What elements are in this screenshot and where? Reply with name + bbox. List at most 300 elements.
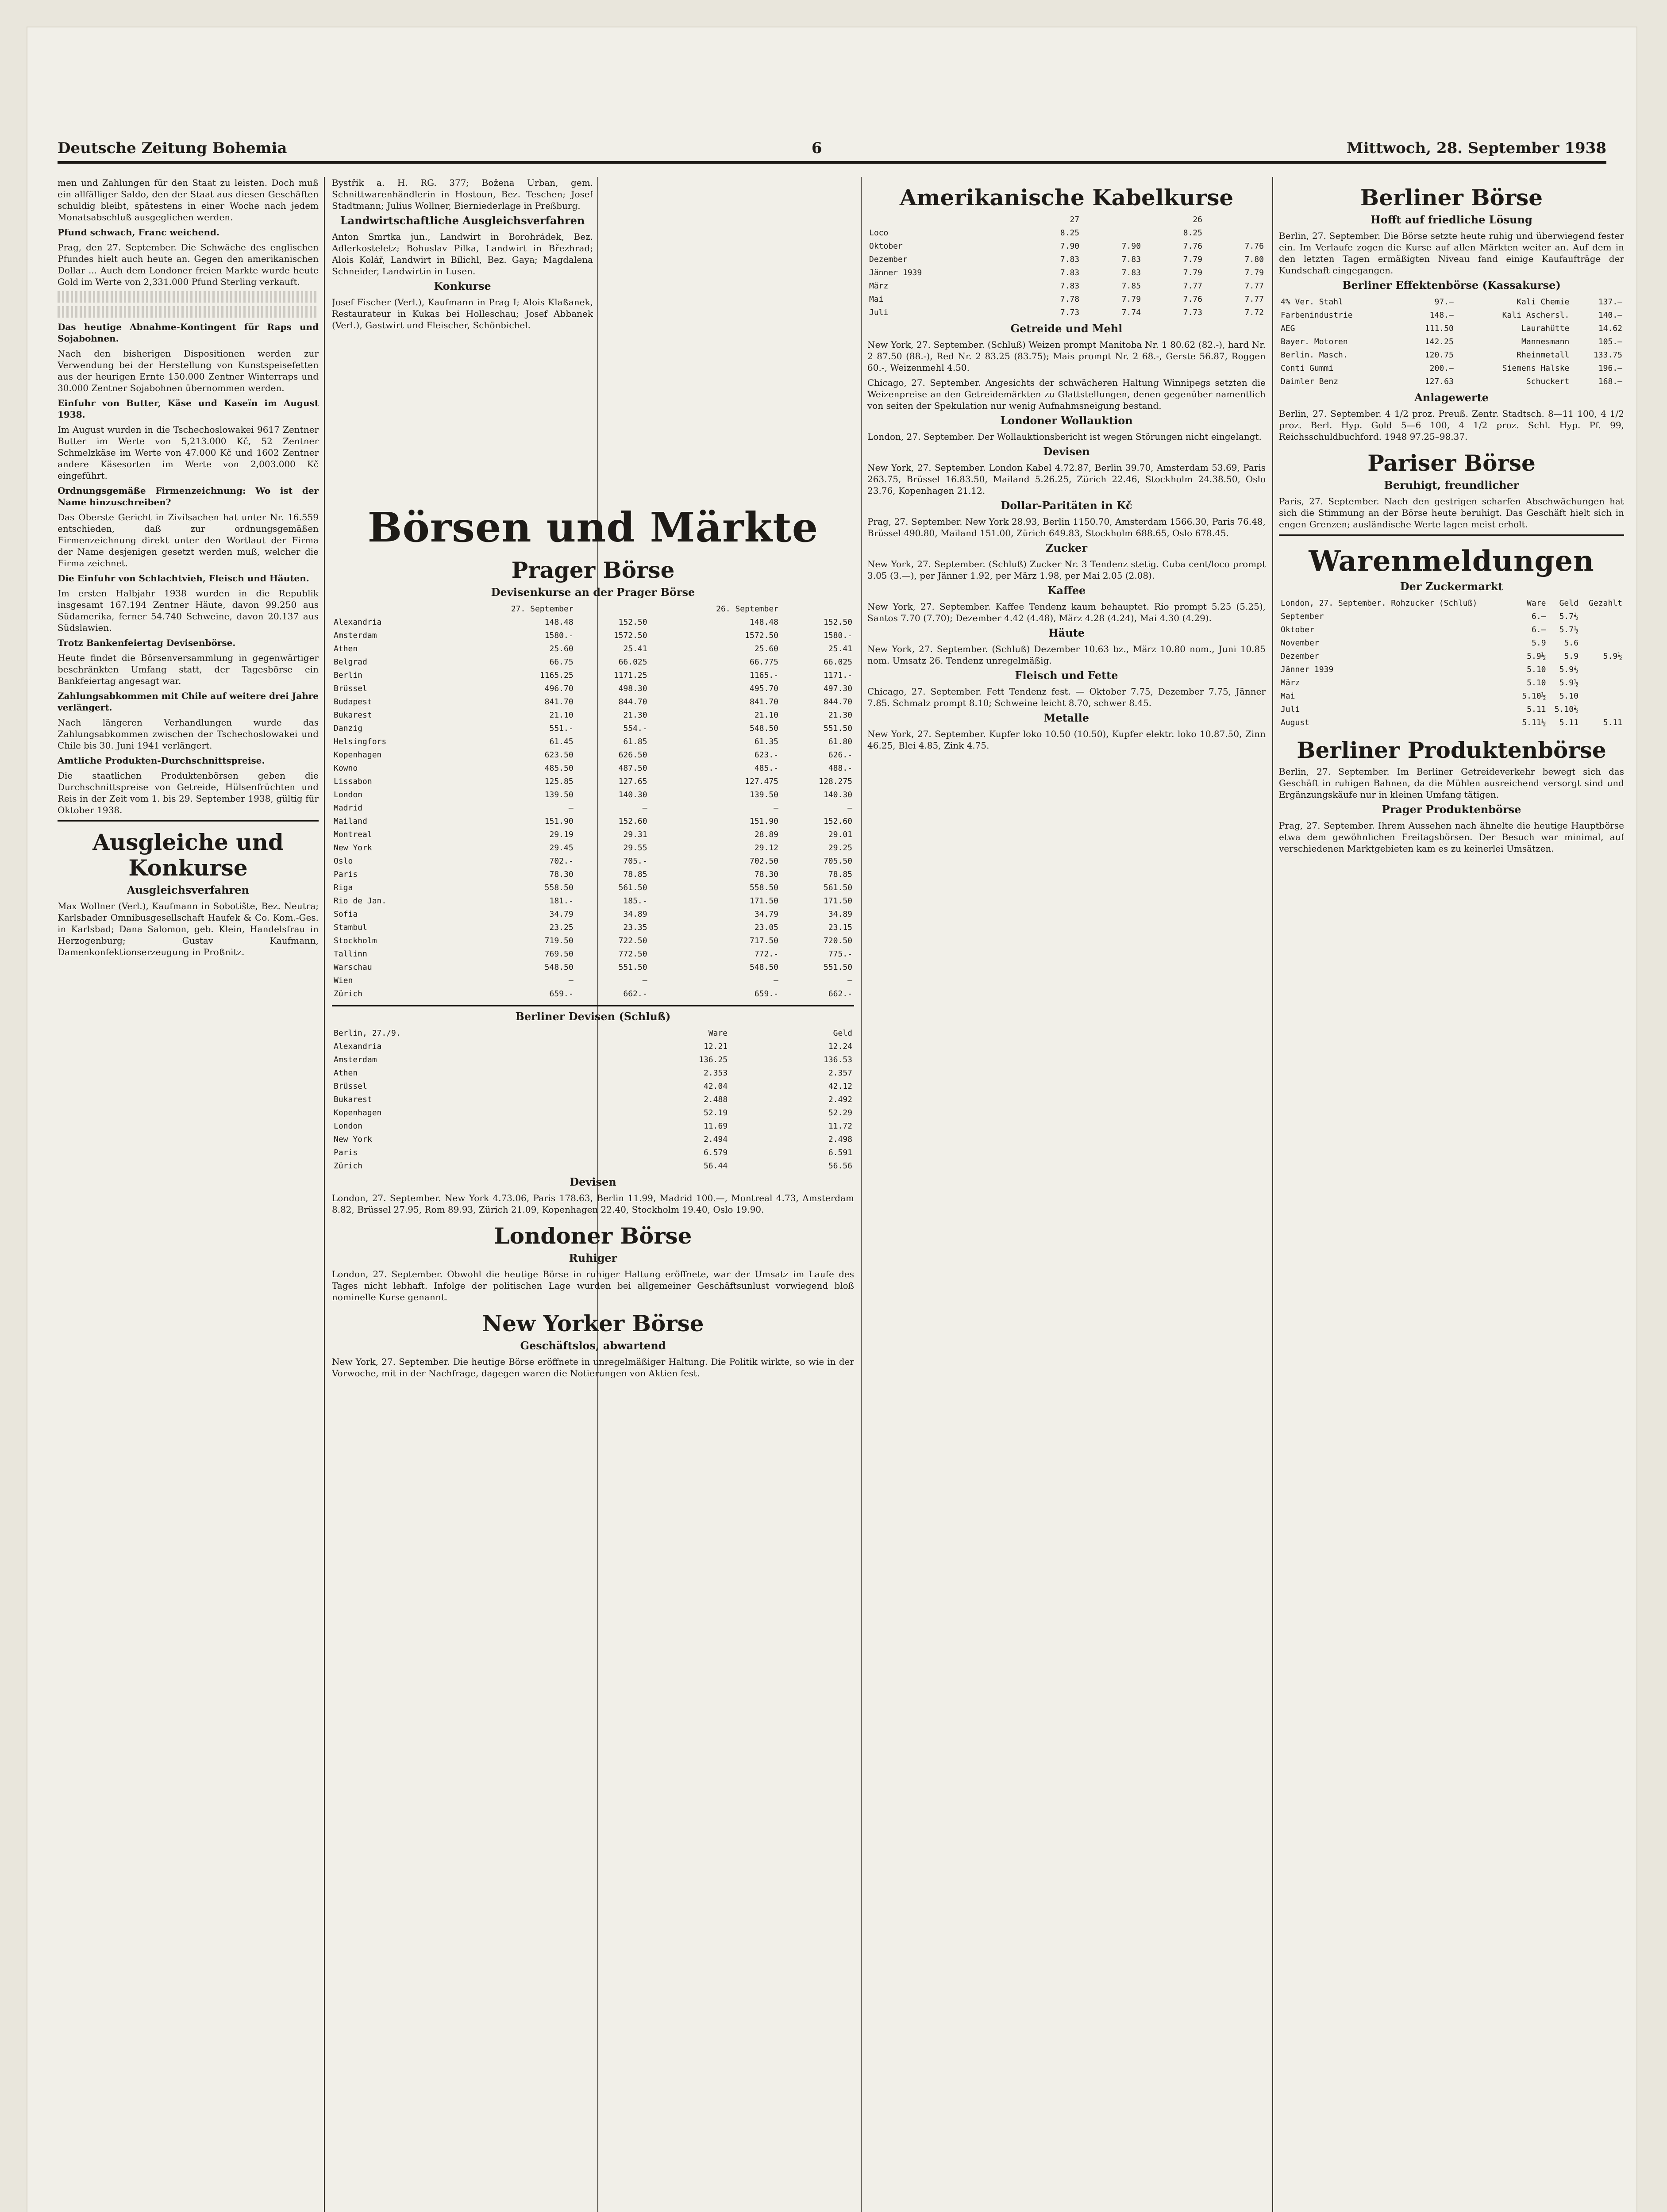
table-cell: 185.- <box>623 896 647 906</box>
table-cell: 29.55 <box>623 843 647 853</box>
table-cell: Sofia <box>334 910 358 919</box>
table-cell: 21.10 <box>754 710 779 720</box>
table-cell: August <box>1281 718 1310 727</box>
table-cell: 659.- <box>549 989 574 998</box>
paragraph: Berlin, 27. September. 4 1/2 proz. Preuß. Zentr. Stadtsch. 8—11 100, 4 1/2 proz. Berl. Hyp. Gold 5—6 100, 4 1/2 proz. Schl. Hyp. Pf. 99, Reichsschuldbuchford. 1948 97.25–98.37. <box>1279 408 1624 442</box>
table-cell: 168.— <box>1598 377 1622 386</box>
table-cell: New York <box>334 1135 372 1144</box>
page-number: 6 <box>811 139 822 157</box>
table-cell: Athen <box>334 1068 358 1078</box>
table-cell: 7.76 <box>1183 242 1202 251</box>
table-row <box>332 629 854 642</box>
table-cell: 5.11½ <box>1522 718 1546 727</box>
table-cell: 485.50 <box>544 764 574 773</box>
table-cell: Rio de Jan. <box>334 896 387 906</box>
column-3 <box>867 177 1266 2212</box>
table-row <box>1279 676 1624 690</box>
table-row <box>332 921 854 934</box>
table-cell <box>1580 623 1624 637</box>
table-cell: 66.025 <box>618 657 647 667</box>
table-row <box>332 735 854 749</box>
table-cell: 148.— <box>1429 311 1454 320</box>
table-cell: 137.— <box>1598 297 1622 307</box>
table-cell: 7.79 <box>1244 268 1264 277</box>
table-cell: 772.- <box>754 949 779 959</box>
table-cell: 1580.- <box>823 631 852 640</box>
table-cell: 196.— <box>1598 364 1622 373</box>
paragraph: Das Oberste Gericht in Zivilsachen hat unter Nr. 16.559 entschieden, daß zur ordnungsgemäßen Firmenzeichnung direkt unter den Wortlaut der Firma der Name desjenigen gesetzt werden muß, welcher die Firma zeichnet. <box>58 512 319 568</box>
table-cell <box>1204 227 1266 240</box>
table-cell: 5.9½ <box>1559 678 1578 687</box>
table-cell: Kopenhagen <box>334 1108 382 1118</box>
article-heading: Ordnungsgemäße Firmenzeichnung: Wo ist der Name hinzuschreiben? <box>58 485 319 507</box>
table-cell: 626.- <box>828 750 852 760</box>
section-title: Prager Produktenbörse <box>1382 803 1521 816</box>
table-cell: 775.- <box>828 949 852 959</box>
table-cell: Juli <box>869 308 889 317</box>
table-row <box>332 1133 854 1146</box>
table-cell <box>1580 676 1624 690</box>
table-cell: 52.29 <box>828 1108 852 1118</box>
table-row <box>867 293 1266 306</box>
article-heading: Einfuhr von Butter, Käse und Kaseïn im August 1938. <box>58 398 319 420</box>
table-cell: Zürich <box>334 1161 363 1171</box>
table-cell: 34.79 <box>549 910 574 919</box>
table-cell: 136.53 <box>823 1055 852 1064</box>
table-cell: 6.— <box>1532 612 1546 621</box>
table-cell: 78.30 <box>754 870 779 879</box>
newspaper-page <box>27 27 1637 2212</box>
table-cell: 61.35 <box>754 737 779 746</box>
table-cell: 485.- <box>754 764 779 773</box>
section-title: Devisen <box>1043 445 1090 458</box>
section-title: Londoner Börse <box>494 1223 692 1249</box>
section-title: Warenmeldungen <box>1309 545 1594 578</box>
table-cell: Amsterdam <box>334 1055 377 1064</box>
paragraph: Max Wollner (Verl.), Kaufmann in Sobotište, Bez. Neutra; Karlsbader Omnibusgesellschaft Haufek & Co. Kom.-Ges. in Karlsbad; Dana Salomon, geb. Klein, Handelsfrau in Herzogenburg; Gustav Kaufmann, Damenkonfektionserzeugung in Proßnitz. <box>58 901 319 957</box>
section-subtitle: Hofft auf friedliche Lösung <box>1371 213 1532 226</box>
table-row <box>1279 335 1624 349</box>
table-cell: 7.76 <box>1183 295 1202 304</box>
table-cell <box>1580 703 1624 716</box>
table-cell: Geld <box>1559 599 1578 608</box>
table-cell: 97.— <box>1434 297 1454 307</box>
table-cell: Jänner 1939 <box>869 268 922 277</box>
table-cell: 125.85 <box>544 777 574 786</box>
section-rule <box>1279 534 1624 536</box>
article-heading: Die Einfuhr von Schlachtvieh, Fleisch und Häuten. <box>58 573 309 584</box>
table-cell: 7.85 <box>1121 281 1141 291</box>
table-cell: März <box>1281 678 1300 687</box>
paragraph: New York, 27. September. (Schluß) Zucker Nr. 3 Tendenz stetig. Cuba cent/loco prompt 3.05 (3.—), per Jänner 1.92, per März 1.98, per Mai 2.05 (2.08). <box>867 559 1266 581</box>
table-cell: 140.30 <box>618 790 647 799</box>
table-cell: Schuckert <box>1526 377 1570 386</box>
table-row <box>1279 650 1624 663</box>
paragraph: London, 27. September. New York 4.73.06, Paris 178.63, Berlin 11.99, Madrid 100.—, Montreal 4.73, Amsterdam 8.82, Brüssel 27.95, Rom 89.93, Zürich 21.09, Kopenhagen 22.40, Stockholm 19.40, Oslo 19.90. <box>332 1193 854 1215</box>
table-cell: 7.72 <box>1244 308 1264 317</box>
table-cell: Oktober <box>1281 625 1314 634</box>
table-row <box>332 603 854 616</box>
table-cell: Amsterdam <box>334 631 377 640</box>
table-cell: Budapest <box>334 697 372 707</box>
table-row <box>867 227 1266 240</box>
table-cell: 5.10 <box>1527 665 1546 674</box>
paragraph: Chicago, 27. September. Angesichts der schwächeren Haltung Winnipegs setzten die Weizenpreise an den Getreidemärkten zu Glattstellungen, denen gegenüber namentlich von seiten der Spekulation nur wenig Aufnahmsneigung bestand. <box>867 377 1266 411</box>
table-cell: 7.77 <box>1183 281 1202 291</box>
table-cell: 5.11 <box>1603 718 1622 727</box>
table-cell: 548.50 <box>749 963 779 972</box>
table-cell: Oktober <box>869 242 903 251</box>
table-row <box>332 722 854 735</box>
paragraph: Prag, den 27. September. Die Schwäche des englischen Pfundes hielt auch heute an. Gegen den amerikanischen Dollar ... Auch dem Londoner freien Markte wurde heute Gold im Werte von 2,331.000 Pfund Sterling verkauft. <box>58 242 319 287</box>
table-cell: 152.50 <box>618 618 647 627</box>
table-row <box>332 788 854 802</box>
table-cell <box>332 603 444 616</box>
paragraph: Prag, 27. September. New York 28.93, Berlin 1150.70, Amsterdam 1566.30, Paris 76.48, Brüssel 490.80, Mailand 151.00, Zürich 649.83, Stockholm 688.65, Oslo 678.45. <box>867 516 1266 538</box>
table-cell: 7.83 <box>1060 255 1080 264</box>
table-cell: Paris <box>334 1148 358 1157</box>
table-cell: 548.50 <box>749 724 779 733</box>
berlin-devisen-table <box>332 1027 854 1173</box>
table-cell: Paris <box>334 870 358 879</box>
devisen-table <box>332 603 854 1001</box>
paragraph: New York, 27. September. London Kabel 4.72.87, Berlin 39.70, Amsterdam 53.69, Paris 263.75, Brüssel 16.83.50, Mailand 5.26.25, Zürich 22.46, Stockholm 24.38.50, Oslo 23.76, Kopenhagen 21.12. <box>867 462 1266 496</box>
table-cell: 5.9½ <box>1527 652 1546 661</box>
section-title: New Yorker Börse <box>482 1310 704 1336</box>
column-1 <box>58 177 319 2212</box>
table-row <box>1279 309 1624 322</box>
table-cell: Bukarest <box>334 710 372 720</box>
section-title: Ausgleiche und Konkurse <box>92 829 284 881</box>
table-cell: 139.50 <box>749 790 779 799</box>
table-cell: 6.579 <box>703 1148 728 1157</box>
table-cell: Laurahütte <box>1521 324 1570 333</box>
table-cell: 5.10½ <box>1554 705 1578 714</box>
table-cell: 8.25 <box>1060 228 1080 238</box>
table-title: Devisenkurse an der Prager Börse <box>491 586 695 599</box>
table-cell: — <box>568 803 574 813</box>
table-cell: 1572.50 <box>745 631 779 640</box>
table-row <box>332 828 854 841</box>
table-cell: 488.- <box>828 764 852 773</box>
table-cell: 34.79 <box>754 910 779 919</box>
table-cell: Madrid <box>334 803 363 813</box>
table-cell: — <box>847 976 852 985</box>
table-cell: Ware <box>708 1029 728 1038</box>
table-row <box>1279 663 1624 676</box>
table-cell: 152.50 <box>823 618 852 627</box>
article-heading: Trotz Bankenfeiertag Devisenbörse. <box>58 637 236 648</box>
table-cell: 23.05 <box>754 923 779 932</box>
illegible-text <box>58 291 319 303</box>
section-subtitle: Beruhigt, freundlicher <box>1384 479 1519 492</box>
table-cell: 1572.50 <box>613 631 647 640</box>
section-title: Häute <box>1048 626 1085 639</box>
table-cell: 844.70 <box>823 697 852 707</box>
table-cell: 7.78 <box>1060 295 1080 304</box>
paragraph: Paris, 27. September. Nach den gestrigen scharfen Abschwächungen hat sich die Stimmung an der Börse heute beruhigt. Das Geschäft hielt sich in engen Grenzen; ausländische Werte lagen meist erholt. <box>1279 496 1624 530</box>
table-cell: 29.01 <box>828 830 852 839</box>
table-cell: Daimler Benz <box>1281 377 1339 386</box>
table-cell: 2.492 <box>828 1095 852 1104</box>
table-cell: 6.— <box>1532 625 1546 634</box>
table-cell: September <box>1281 612 1324 621</box>
paragraph: men und Zahlungen für den Staat zu leisten. Doch muß ein allfälliger Saldo, den der Staat aus diesen Geschäften schuldig bleibt, spätestens in einer Woche nach jedem Monatsabschluß ausgeglichen werden. <box>58 177 319 223</box>
table-cell: 7.76 <box>1244 242 1264 251</box>
table-cell: 23.35 <box>623 923 647 932</box>
table-cell: 5.9 <box>1532 638 1546 648</box>
table-row <box>332 934 854 948</box>
table-cell: 1165.- <box>749 671 779 680</box>
table-row <box>332 881 854 895</box>
issue-date: Mittwoch, 28. September 1938 <box>1346 139 1606 157</box>
table-cell: 2.357 <box>828 1068 852 1078</box>
table-row <box>332 895 854 908</box>
table-cell: 2.498 <box>828 1135 852 1144</box>
table-row <box>332 961 854 974</box>
table-cell: 7.73 <box>1183 308 1202 317</box>
section-subtitle: Anlagewerte <box>1414 391 1489 404</box>
table-cell: Helsingfors <box>334 737 387 746</box>
table-cell: 127.65 <box>618 777 647 786</box>
table-cell: Rheinmetall <box>1517 350 1570 360</box>
table-cell <box>1580 690 1624 703</box>
paragraph: Nach längeren Verhandlungen wurde das Zahlungsabkommen zwischen der Tschechoslowakei und Chile bis 30. Juni 1941 verlängert. <box>58 717 319 751</box>
section-title: Getreide und Mehl <box>1010 322 1123 335</box>
table-cell: 487.50 <box>618 764 647 773</box>
table-cell: 66.025 <box>823 657 852 667</box>
table-cell: Riga <box>334 883 353 892</box>
table-cell: 5.9½ <box>1603 652 1622 661</box>
table-cell: 7.79 <box>1183 255 1202 264</box>
table-row <box>332 1040 854 1053</box>
paragraph: New York, 27. September. Kaffee Tendenz kaum behauptet. Rio prompt 5.25 (5.25), Santos 7.70 (7.70); Dezember 4.42 (4.48), März 4.28 (4.24), Mai 4.30 (4.29). <box>867 601 1266 623</box>
table-row <box>1279 637 1624 650</box>
paragraph: Anton Smrtka jun., Landwirt in Borohrádek, Bez. Adlerkosteletz; Bohuslav Pilka, Landwirt in Březhrad; Alois Kolář, Landwirt in Bílichl, Bez. Gaya; Magdalena Schneider, Landwirtin in Lusen. <box>332 231 593 276</box>
table-cell: 21.30 <box>828 710 852 720</box>
table-cell: 111.50 <box>1424 324 1454 333</box>
table-cell: Zürich <box>334 989 363 998</box>
table-cell: 769.50 <box>544 949 574 959</box>
table-cell: 7.83 <box>1060 268 1080 277</box>
table-cell: 23.25 <box>549 923 574 932</box>
table-cell <box>1204 213 1266 227</box>
table-cell: 5.11 <box>1527 705 1546 714</box>
table-cell: 2.494 <box>703 1135 728 1144</box>
table-row <box>332 656 854 669</box>
table-cell: 5.7½ <box>1559 625 1578 634</box>
table-row <box>332 987 854 1001</box>
table-cell: 127.63 <box>1424 377 1454 386</box>
table-row <box>332 815 854 828</box>
table-cell: Dezember <box>1281 652 1319 661</box>
article-heading: Amtliche Produkten-Durchschnittspreise. <box>58 755 265 766</box>
table-row <box>332 841 854 855</box>
article-heading: Zahlungsabkommen mit Chile auf weitere drei Jahre verlängert. <box>58 691 319 713</box>
table-cell: 34.89 <box>828 910 852 919</box>
table-cell: AEG <box>1281 324 1295 333</box>
table-cell: Wien <box>334 976 353 985</box>
section-title: Berliner Produktenbörse <box>1297 737 1606 763</box>
table-cell: 5.11 <box>1559 718 1578 727</box>
table-cell: — <box>642 976 647 985</box>
table-cell: 558.50 <box>749 883 779 892</box>
table-cell: 5.6 <box>1564 638 1578 648</box>
table-cell: 25.60 <box>754 644 779 653</box>
table-cell: 151.90 <box>544 817 574 826</box>
table-cell: 551.50 <box>823 963 852 972</box>
paragraph: Die staatlichen Produktenbörsen geben die Durchschnittspreise von Getreide, Hülsenfrüchten und Reis in der Zeit vom 1. bis 29. September 1938, gültig für Oktober 1938. <box>58 770 319 815</box>
table-cell: 772.50 <box>618 949 647 959</box>
table-cell: — <box>774 976 779 985</box>
table-cell: 140.30 <box>823 790 852 799</box>
table-title: Berliner Effektenbörse (Kassakurse) <box>1342 279 1561 292</box>
table-cell: 14.62 <box>1598 324 1622 333</box>
section-title: Dollar-Paritäten in Kč <box>1001 499 1132 512</box>
table-row <box>1279 296 1624 309</box>
table-cell: 662.- <box>828 989 852 998</box>
table-row <box>332 642 854 656</box>
table-row <box>332 1080 854 1093</box>
table-cell: 61.45 <box>549 737 574 746</box>
table-cell: 841.70 <box>749 697 779 707</box>
table-cell: 152.60 <box>823 817 852 826</box>
table-row <box>332 709 854 722</box>
table-row <box>332 1160 854 1173</box>
table-cell: New York <box>334 843 372 853</box>
table-cell: Kowno <box>334 764 358 773</box>
table-row <box>1279 703 1624 716</box>
table-cell: 5.7½ <box>1559 612 1578 621</box>
table-row <box>332 1146 854 1160</box>
paragraph: London, 27. September. Der Wollauktionsbericht ist wegen Störungen nicht eingelangt. <box>867 431 1262 442</box>
table-cell: Danzig <box>334 724 363 733</box>
table-cell: 626.50 <box>618 750 647 760</box>
table-cell: Farbenindustrie <box>1281 311 1353 320</box>
section-subtitle: Geschäftslos, abwartend <box>520 1339 666 1352</box>
table-cell: 702.- <box>549 856 574 866</box>
table-cell: 27 <box>1070 215 1080 224</box>
table-cell: 21.30 <box>623 710 647 720</box>
boersen-block <box>332 495 854 2212</box>
table-cell: 28.89 <box>754 830 779 839</box>
section-title: Pariser Börse <box>1367 450 1536 476</box>
table-cell: 21.10 <box>549 710 574 720</box>
table-row <box>332 762 854 775</box>
section-title: Zucker <box>1045 541 1088 554</box>
table-cell: 702.50 <box>749 856 779 866</box>
column-divider <box>1272 177 1273 2212</box>
section-rule <box>332 1005 854 1006</box>
table-cell <box>1081 227 1143 240</box>
table-cell: Alexandria <box>334 618 382 627</box>
column-divider <box>861 177 862 2212</box>
table-cell: 148.48 <box>749 618 779 627</box>
table-cell: 8.25 <box>1183 228 1202 238</box>
section-title: Londoner Wollauktion <box>1000 414 1133 427</box>
table-cell: London, 27. September. Rohzucker (Schluß) <box>1281 599 1478 608</box>
table-cell: Conti Gummi <box>1281 364 1334 373</box>
table-cell: 5.10 <box>1559 691 1578 701</box>
table-cell <box>1580 637 1624 650</box>
table-cell: 27. September <box>511 604 574 614</box>
table-cell: 498.30 <box>618 684 647 693</box>
paragraph: Im August wurden in die Tschechoslowakei 9617 Zentner Butter im Werte von 5,213.000 Kč, 52 Zentner Schmelzkäse im Werte von 47.000 Kč und 1602 Zentner andere Käsesorten im Werte von 2,003.000 Kč eingeführt. <box>58 424 319 481</box>
table-row <box>332 974 854 987</box>
header-rule <box>58 161 1606 164</box>
section-title: Börsen und Märkte <box>367 503 819 551</box>
table-cell: Gezahlt <box>1589 599 1622 608</box>
table-cell: 7.77 <box>1244 295 1264 304</box>
table-cell: 705.50 <box>823 856 852 866</box>
table-cell: 659.- <box>754 989 779 998</box>
table-cell: London <box>334 790 363 799</box>
table-row <box>1279 349 1624 362</box>
table-cell: 61.85 <box>623 737 647 746</box>
table-row <box>332 868 854 881</box>
table-cell: 136.25 <box>699 1055 728 1064</box>
table-cell: Bukarest <box>334 1095 372 1104</box>
table-cell: November <box>1281 638 1319 648</box>
table-row <box>867 280 1266 293</box>
table-cell: Athen <box>334 644 358 653</box>
table-cell: Kopenhagen <box>334 750 382 760</box>
table-cell: 844.70 <box>618 697 647 707</box>
table-cell: Berlin <box>334 671 363 680</box>
illegible-text <box>58 306 319 318</box>
table-cell: 128.275 <box>819 777 852 786</box>
section-subtitle: Der Zuckermarkt <box>1400 580 1503 593</box>
table-cell: 7.83 <box>1060 281 1080 291</box>
table-cell: 78.85 <box>623 870 647 879</box>
table-cell: 26. September <box>716 604 779 614</box>
table-cell: 705.- <box>623 856 647 866</box>
table-cell: 66.775 <box>749 657 779 667</box>
table-cell: 662.- <box>623 989 647 998</box>
table-cell: 7.83 <box>1121 255 1141 264</box>
table-cell: 29.19 <box>549 830 574 839</box>
table-cell: 5.9½ <box>1559 665 1578 674</box>
section-subtitle: Ruhiger <box>569 1252 617 1264</box>
table-row <box>332 1120 854 1133</box>
table-cell: 558.50 <box>544 883 574 892</box>
table-cell: 42.12 <box>828 1082 852 1091</box>
table-cell: 497.30 <box>823 684 852 693</box>
table-cell: 561.50 <box>823 883 852 892</box>
section-title: Prager Börse <box>511 557 675 583</box>
table-cell: Brüssel <box>334 1082 367 1091</box>
article-heading: Pfund schwach, Franc weichend. <box>58 227 219 238</box>
table-row <box>867 306 1266 319</box>
page-header <box>58 133 1606 164</box>
zucker-table <box>1279 597 1624 730</box>
table-cell: 78.30 <box>549 870 574 879</box>
table-cell: 717.50 <box>749 936 779 945</box>
table-cell: Mailand <box>334 817 367 826</box>
table-cell: 4% Ver. Stahl <box>1281 297 1343 307</box>
table-cell: 25.41 <box>623 644 647 653</box>
table-cell: 105.— <box>1598 337 1622 346</box>
table-cell: 34.89 <box>623 910 647 919</box>
table-row <box>332 616 854 629</box>
table-row <box>332 682 854 695</box>
table-cell: 181.- <box>549 896 574 906</box>
table-cell: 7.90 <box>1121 242 1141 251</box>
table-cell: Juli <box>1281 705 1300 714</box>
table-row <box>1279 322 1624 335</box>
table-cell: 56.44 <box>703 1161 728 1171</box>
table-cell: 25.41 <box>828 644 852 653</box>
